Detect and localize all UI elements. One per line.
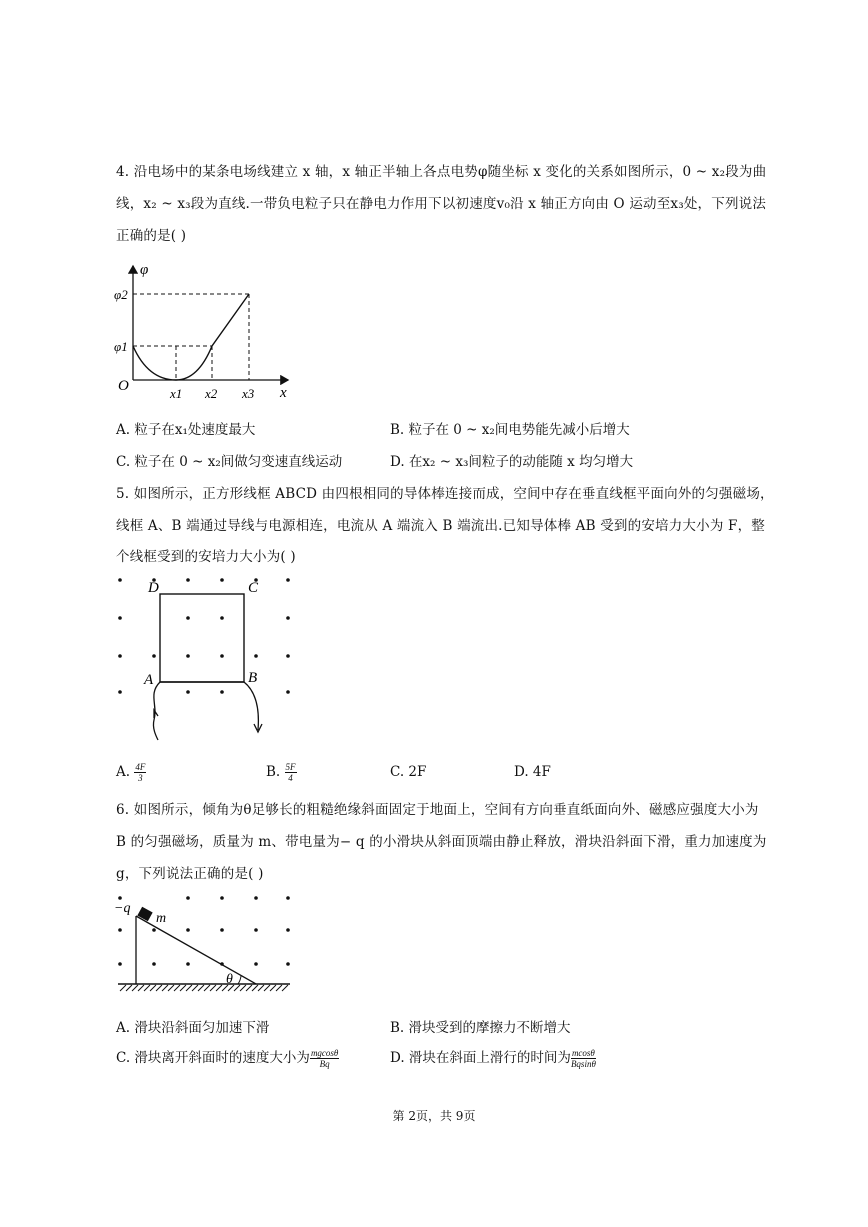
q5-option-d[interactable]: D. 4F	[514, 764, 551, 780]
label-d: D	[148, 580, 159, 596]
origin-label: O	[118, 378, 129, 394]
q4-stem-line3: 正确的是( )	[116, 228, 187, 244]
page-footer: 第 2页，共 9页	[392, 1109, 476, 1123]
q4-potential-graph	[108, 258, 298, 408]
q6-option-a[interactable]: A. 滑块沿斜面匀加速下滑	[116, 1020, 270, 1036]
label-b: B	[248, 670, 258, 686]
angle-arc	[238, 976, 241, 984]
q4-stem-line2: 线，x₂ ~ x₃段为直线.一带负电粒子只在静电力作用下以初速度v₀沿 x 轴正方向由 O 运动至x₃处，下列说法	[116, 196, 767, 212]
label-c: C	[248, 580, 259, 596]
square-frame	[160, 594, 244, 682]
q5-stem-line2: 线框 A、B 端通过导线与电源相连，电流从 A 端流入 B 端流出.已知导体棒 AB 受到的安培力大小为 F，整	[116, 518, 765, 534]
slider-block	[137, 907, 152, 922]
q6-stem-line2: B 的匀强磁场，质量为 m、带电量为− q 的小滑块从斜面顶端由静止释放，滑块沿斜面下滑，重力加速度为	[116, 834, 767, 850]
incline-slope	[136, 916, 256, 984]
q5-option-b-num: 5F	[285, 762, 296, 772]
y-axis-label: φ	[140, 262, 149, 278]
q5-option-b-fraction	[285, 762, 297, 783]
q6-stem-line3: g，下列说法正确的是( )	[116, 866, 264, 882]
q6-option-c-fraction	[310, 1048, 339, 1069]
q4-option-b[interactable]: B. 粒子在 0 ~ x₂间电势能先减小后增大	[390, 422, 630, 438]
q4-option-d[interactable]: D. 在x₂ ~ x₃间粒子的动能随 x 均匀增大	[390, 454, 634, 470]
q4-option-c[interactable]: C. 粒子在 0 ~ x₂间做匀变速直线运动	[116, 454, 343, 470]
q5-option-b[interactable]	[266, 762, 297, 783]
phi1-label: φ1	[114, 339, 128, 354]
q5-option-b-den: 4	[288, 773, 293, 783]
phi2-label: φ2	[114, 287, 128, 302]
label-a: A	[144, 672, 154, 688]
x-axis-label: x	[280, 385, 287, 401]
q5-option-a-den: 3	[138, 773, 143, 783]
x1-label: x1	[170, 386, 183, 401]
x3-label: x3	[242, 386, 255, 401]
q6-option-d-prefix: D. 滑块在斜面上滑行的时间为	[390, 1050, 571, 1066]
q5-option-a-num: 4F	[135, 762, 146, 772]
q6-option-c-den: Bq	[319, 1059, 330, 1069]
q5-option-a-fraction	[134, 762, 146, 783]
q4-option-a[interactable]: A. 粒子在x₁处速度最大	[116, 422, 256, 438]
q5-option-b-prefix: B.	[266, 764, 281, 780]
q6-option-c[interactable]	[116, 1046, 339, 1069]
q5-option-a-prefix: A.	[116, 764, 131, 780]
angle-label: θ	[226, 972, 233, 987]
x2-label: x2	[205, 386, 218, 401]
q6-option-c-num: mgcosθ	[310, 1048, 339, 1058]
q6-option-c-prefix: C. 滑块离开斜面时的速度大小为	[116, 1050, 310, 1066]
q6-option-d[interactable]	[390, 1046, 596, 1069]
q6-option-d-den: Bqsinθ	[570, 1059, 596, 1069]
q5-option-c[interactable]: C. 2F	[390, 764, 427, 780]
q6-option-d-num: mcosθ	[571, 1048, 595, 1058]
mass-label: m	[156, 911, 167, 926]
charge-label: −q	[114, 901, 131, 916]
potential-curve	[133, 294, 249, 380]
q5-stem-line3: 个线框受到的安培力大小为( )	[116, 549, 296, 565]
q6-option-d-fraction	[571, 1048, 596, 1069]
q5-stem-line1: 5. 如图所示，正方形线框 ABCD 由四根相同的导体棒连接而成，空间中存在垂直线框平面向外的匀强磁场，	[116, 486, 774, 502]
magnetic-field-dots	[118, 896, 290, 966]
q5-square-frame-figure	[108, 570, 298, 746]
ground-hatching	[120, 985, 288, 991]
wire-b	[244, 682, 258, 730]
q6-stem-line1: 6. 如图所示，倾角为θ足够长的粗糙绝缘斜面固定于地面上，空间有方向垂直纸面向外、磁感应强度大小为	[116, 802, 759, 818]
q6-option-b[interactable]: B. 滑块受到的摩擦力不断增大	[390, 1020, 571, 1036]
q6-incline-figure	[108, 888, 298, 1004]
q4-stem-line1: 4. 沿电场中的某条电场线建立 x 轴，x 轴正半轴上各点电势φ随坐标 x 变化的关系如图所示，0 ~ x₂段为曲	[116, 164, 767, 180]
q5-option-a[interactable]	[116, 762, 146, 783]
